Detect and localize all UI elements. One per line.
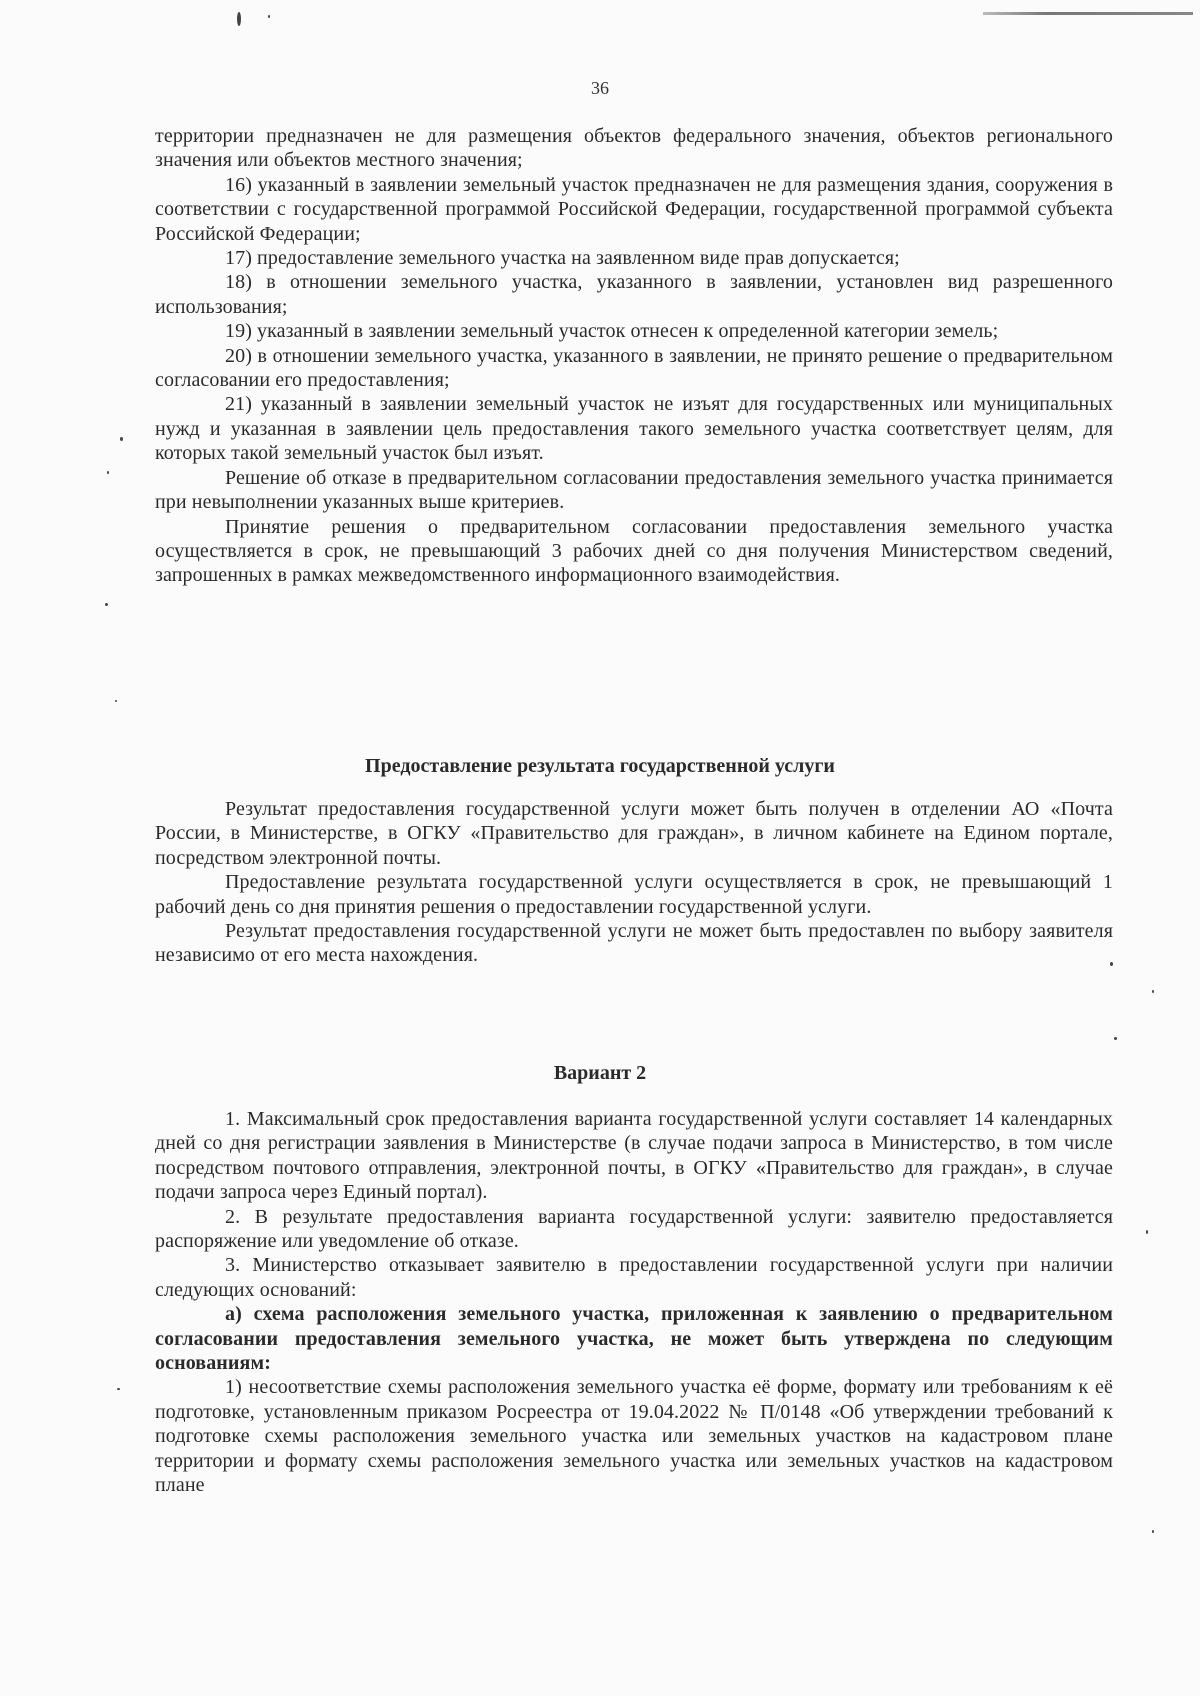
paragraph: 2. В результате предоставления варианта государственной услуги: заявителю предоставляется распоряжение или уведомление об отказе. [155,1205,1113,1253]
scan-speck [1114,1037,1117,1040]
paragraph: территории предназначен не для размещения объектов федерального значения, объектов регионального значения или объектов местного значения; [155,125,1113,172]
scan-speck [268,15,270,18]
list-item: 16) указанный в заявлении земельный участок предназначен не для размещения здания, сооружения в соответствии с государственной программой Российской Федерации, государственной программой субъекта Российской Федерации; [155,173,1113,245]
scan-speck [1152,1530,1154,1533]
paragraph: 3. Министерство отказывает заявителю в предоставлении государственной услуги при наличии следующих оснований: [155,1254,1113,1301]
paragraph: Предоставление результата государственной услуги осуществляется в срок, не превышающий 1 рабочий день со дня принятия решения о предоставлении государственной услуги. [155,871,1113,918]
section-heading-result: Предоставление результата государственной услуги [365,755,835,777]
paragraph: Решение об отказе в предварительном согласовании предоставления земельного участка принимается при невыполнении указанных выше критериев. [155,466,1113,514]
bold-paragraph: а) схема расположения земельного участка, приложенная к заявлению о предварительном согласовании предоставления земельного участка, не может быть утверждена по следующим основаниям: [155,1303,1113,1375]
text-section-result [155,797,1113,968]
list-item: 19) указанный в заявлении земельный участок отнесен к определенной категории земель; [225,320,999,343]
list-item: 1) несоответствие схемы расположения земельного участка её форме, формату или требованиям к её подготовке, установленным приказом Росреестра от 19.04.2022 № П/0148 «Об утверждении требований к подготовке схемы расположения земельного участка или земельных участков на кадастровом плане территории и формату схемы расположения земельного участка или земельных участков на кадастровом плане [155,1376,1113,1497]
scan-speck [237,12,241,26]
text-section-variant [155,1107,1113,1498]
list-item: 17) предоставление земельного участка на заявленном виде прав допускается; [225,247,900,270]
list-item: 21) указанный в заявлении земельный участок не изъят для государственных или муниципальных нужд и указанная в заявлении цель предоставления такого земельного участка соответствует целям, для которых такой земельный участок был изъят. [155,393,1113,465]
scan-speck [107,471,109,474]
scan-speck [115,700,117,702]
list-item: 20) в отношении земельного участка, указанного в заявлении, не принято решение о предварительном согласовании его предоставления; [155,344,1113,392]
page-number: 36 [591,78,609,98]
scan-speck [1152,990,1154,993]
scan-speck [117,1388,120,1390]
scan-top-rule [983,12,1193,15]
paragraph: Результат предоставления государственной услуги может быть получен в отделении АО «Почта России, в Министерстве, в ОГКУ «Правительство для граждан», в личном кабинете на Едином портале, посредством электронной почты. [155,798,1113,869]
text-section-criteria [155,124,1113,588]
scan-speck [1146,1230,1148,1234]
paragraph: 1. Максимальный срок предоставления варианта государственной услуги составляет 14 календарных дней со дня регистрации заявления в Министерстве (в случае подачи запроса в Министерство, в том числе посредством почтового отправления, электронной почты, в ОГКУ «Правительство для граждан», в случае подачи запроса через Единый портал). [155,1108,1113,1204]
paragraph: Принятие решения о предварительном согласовании предоставления земельного участка осуществляется в срок, не превышающий 3 рабочих дней со дня получения Министерством сведений, запрошенных в рамках межведомственного информационного взаимодействия. [155,515,1113,587]
scan-speck [105,603,108,606]
section-heading-variant: Вариант 2 [553,1062,647,1084]
paragraph: Результат предоставления государственной услуги не может быть предоставлен по выбору заявителя независимо от его места нахождения. [155,920,1113,967]
list-item: 18) в отношении земельного участка, указанного в заявлении, установлен вид разрешенного использования; [155,271,1113,318]
scan-speck [120,437,123,441]
